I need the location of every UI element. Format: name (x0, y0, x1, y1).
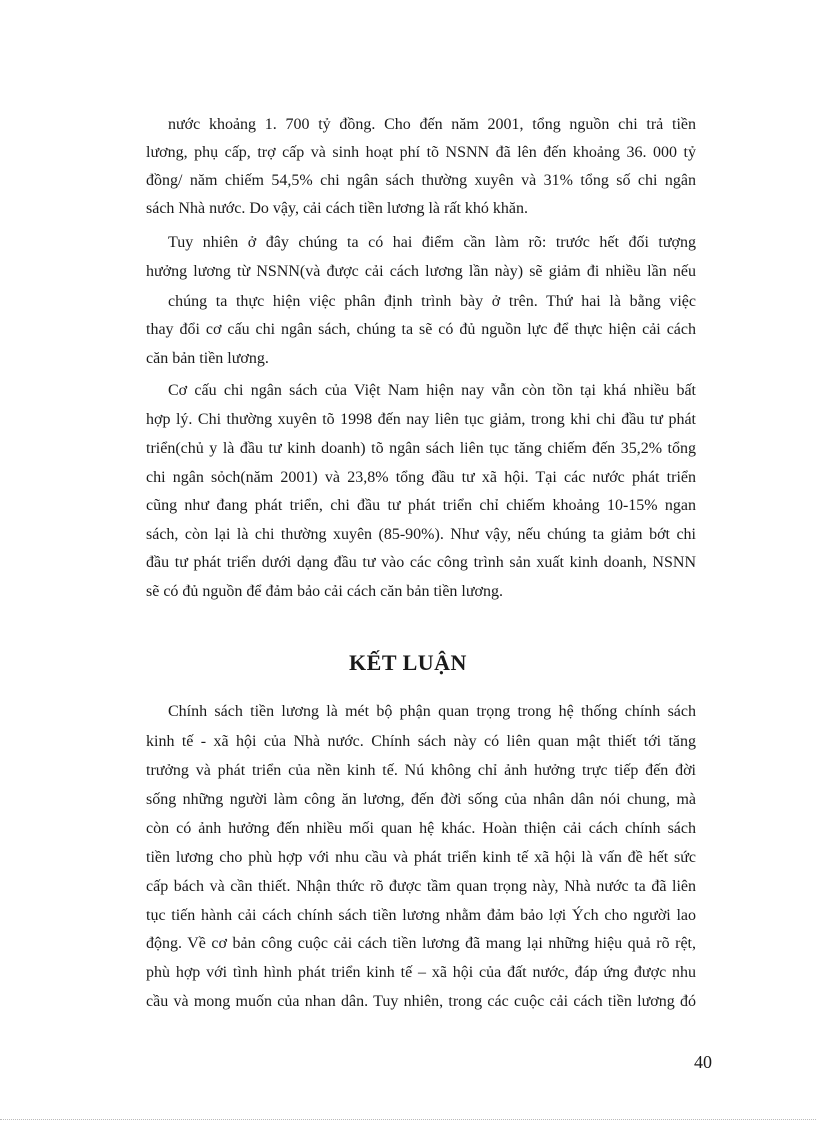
text-line: cũng như đang phát triển, chi đầu tư phát triển chỉ chiếm khoảng 10-15% ngan (146, 497, 696, 514)
page-number: 40 (694, 1052, 712, 1072)
text-line: đồng/ năm chiếm 54,5% chi ngân sách thường xuyên và 31% tổng số chi ngân (146, 172, 696, 189)
text-line: Cơ cấu chi ngân sách của Việt Nam hiện nay vẫn còn tồn tại khá nhiều bất (168, 382, 696, 399)
text-line: cấp bách và cần thiết. Nhận thức rõ được tầm quan trọng này, Nhà nước ta đã liên (146, 878, 696, 895)
text-line: phù hợp với tình hình phát triển kinh tế – xã hội của đất nước, đáp ứng được nhu (146, 964, 696, 981)
text-line: sống những người làm công ăn lương, đến đời sống của nhân dân nói chung, mà (146, 791, 696, 808)
text-line: động. Về cơ bản công cuộc cải cách tiền lương đã mang lại những hiệu quả rõ rệt, (146, 935, 696, 952)
text-line: căn bản tiền lương. (146, 350, 269, 367)
text-line: sẽ có đủ nguồn để đảm bảo cải cách căn bản tiền lương. (146, 583, 504, 600)
text-line: lương, phụ cấp, trợ cấp và sinh hoạt phí tõ NSNN đã lên đến khoảng 36. 000 tỷ (146, 144, 696, 161)
text-line: còn có ảnh hưởng đến nhiều mối quan hệ khác. Hoàn thiện cải cách chính sách (146, 820, 696, 837)
page-bottom-rule (0, 1119, 816, 1120)
text-line: hợp lý. Chi thường xuyên tõ 1998 đến nay liên tục giảm, trong khi chi đầu tư phát (146, 411, 696, 428)
text-line: sách, còn lại là chi thường xuyên (85-90%). Như vậy, nếu chúng ta giảm bớt chi (146, 526, 696, 543)
text-line: chúng ta thực hiện việc phân định trình bày ở trên. Thứ hai là bằng việc (168, 293, 696, 310)
text-line: tiền lương cho phù hợp với nhu cầu và phát triển kinh tế xã hội là vấn đề hết sức (146, 849, 696, 866)
text-line: hưởng lương từ NSNN(và được cải cách lương lần này) sẽ giảm đi nhiều lần nếu (146, 263, 696, 280)
text-line: trưởng và phát triển của nền kinh tế. Nú không chỉ ảnh hưởng trực tiếp đến đời (146, 762, 696, 779)
text-line: Tuy nhiên ở đây chúng ta có hai điểm cần làm rõ: trước hết đối tượng (168, 234, 696, 251)
section-heading: KẾT LUẬN (349, 650, 467, 675)
text-line: kinh tế - xã hội của Nhà nước. Chính sách này có liên quan mật thiết tới tăng (146, 733, 696, 750)
text-line: triển(chủ y là đầu tư kinh doanh) tõ ngân sách liên tục tăng chiếm đến 35,2% tổng (146, 440, 696, 457)
text-line: sách Nhà nước. Do vậy, cải cách tiền lương là rất khó khăn. (146, 200, 528, 217)
text-line: nước khoảng 1. 700 tỷ đồng. Cho đến năm 2001, tổng nguồn chi trả tiền (168, 116, 696, 133)
text-line: chi ngân sỏch(năm 2001) và 23,8% tổng đầu tư xã hội. Tại các nước phát triển (146, 469, 696, 486)
text-line: thay đổi cơ cấu chi ngân sách, chúng ta sẽ có đủ nguồn lực để thực hiện cải cách (146, 321, 696, 338)
text-line: tục tiến hành cải cách chính sách tiền lương nhằm đảm bảo lợi Ých cho người lao (146, 907, 696, 924)
text-line: cầu và mong muốn của nhan dân. Tuy nhiên, trong các cuộc cải cách tiền lương đó (146, 993, 696, 1010)
text-line: đầu tư phát triển dưới dạng đầu tư vào các công trình sản xuất kinh doanh, NSNN (146, 554, 696, 571)
text-line: Chính sách tiền lương là mét bộ phận quan trọng trong hệ thống chính sách (168, 703, 696, 720)
